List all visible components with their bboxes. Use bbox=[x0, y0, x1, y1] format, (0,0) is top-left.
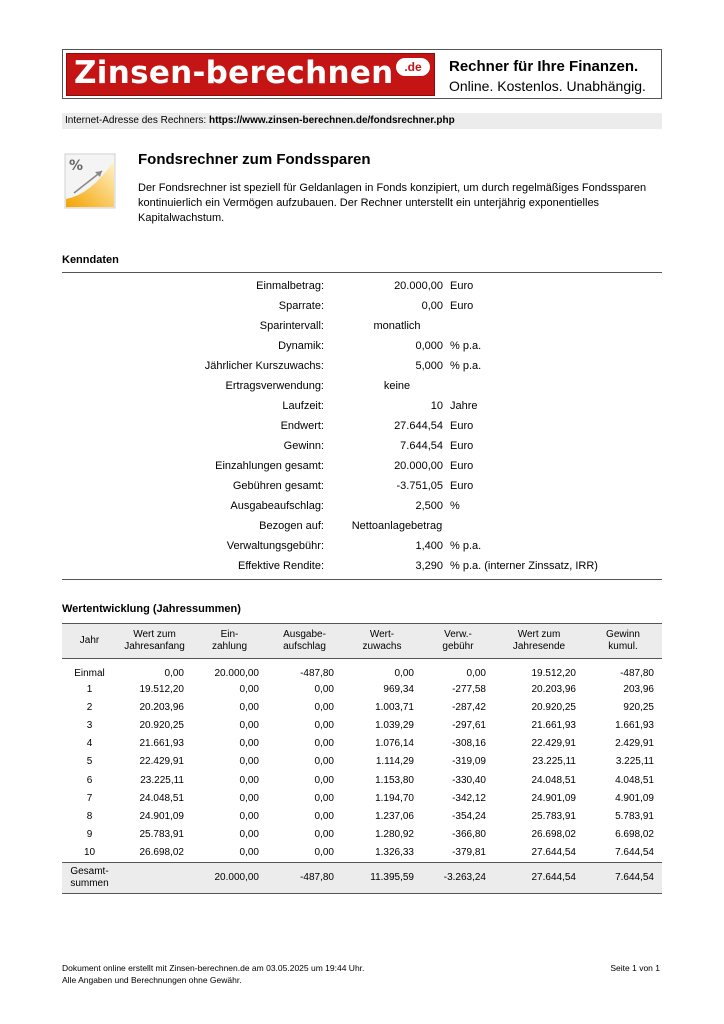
kenndaten-row bbox=[62, 280, 662, 300]
table-cell: 9 bbox=[86, 829, 93, 841]
table-cell: 20.920,25 bbox=[531, 701, 576, 713]
table-row bbox=[62, 789, 662, 807]
kenndaten-label: Jährlicher Kurszuwachs: bbox=[204, 360, 324, 372]
table-cell: Einmal bbox=[74, 667, 105, 679]
footer-created-note: Dokument online erstellt mit Zinsen-berechnen.de am 03.05.2025 um 19:44 Uhr. bbox=[62, 963, 365, 973]
table-cell: 26.698,02 bbox=[139, 847, 184, 859]
sum-cell: 27.644,54 bbox=[494, 862, 584, 893]
kenndaten-unit: % p.a. bbox=[450, 360, 482, 372]
table-cell: 0,00 bbox=[314, 847, 334, 859]
kenndaten-value: 0,000 bbox=[415, 340, 443, 352]
kenndaten-value: 5,000 bbox=[415, 360, 443, 372]
table-cell: 969,34 bbox=[383, 683, 414, 695]
tagline: Online. Kostenlos. Unabhängig. bbox=[449, 78, 646, 94]
table-cell: 23.225,11 bbox=[140, 774, 184, 786]
kenndaten-unit: Jahre bbox=[450, 400, 478, 412]
kenndaten-label: Verwaltungsgebühr: bbox=[226, 540, 324, 552]
table-cell: -354,24 bbox=[452, 810, 486, 822]
table-cell: -319,09 bbox=[452, 756, 486, 768]
table-row bbox=[62, 716, 662, 734]
table-cell: 19.512,20 bbox=[531, 667, 576, 679]
column-header-line: kumul. bbox=[608, 641, 638, 652]
sum-cell: 7.644,54 bbox=[584, 862, 662, 893]
kenndaten-label: Sparrate: bbox=[278, 300, 324, 312]
kenndaten-value: Nettoanlagebetrag bbox=[351, 520, 443, 532]
table-cell: 20.203,96 bbox=[139, 701, 184, 713]
kenndaten-value: 0,00 bbox=[421, 300, 443, 312]
table-cell: 5.783,91 bbox=[615, 810, 654, 822]
kenndaten-unit: % bbox=[450, 500, 460, 512]
table-cell: -297,61 bbox=[452, 719, 486, 731]
kenndaten-value: 10 bbox=[430, 400, 443, 412]
kenndaten-top-rule bbox=[62, 272, 662, 273]
kenndaten-row bbox=[62, 420, 662, 440]
column-header-line: Wert zum bbox=[133, 629, 176, 640]
column-header bbox=[342, 624, 422, 659]
kenndaten-row bbox=[62, 500, 662, 520]
table-cell: 0,00 bbox=[314, 683, 334, 695]
kenndaten-value: monatlich bbox=[373, 320, 421, 332]
sum-cell: -3.263,24 bbox=[422, 862, 494, 893]
sum-cell bbox=[117, 862, 192, 893]
column-header-line: Verw.- bbox=[444, 629, 472, 640]
page-description: Der Fondsrechner ist speziell für Geldanlagen in Fonds konzipiert, um durch regelmäßiges Fondssparen kontinuierlich ein Vermögen aufzubauen. Der Rechner unterstellt ein unterjährig exponentielles Kapitalwachstum. bbox=[138, 182, 647, 224]
footer-disclaimer: Alle Angaben und Berechnungen ohne Gewähr. bbox=[62, 975, 242, 985]
kenndaten-row bbox=[62, 320, 662, 340]
table-cell: 4.901,09 bbox=[615, 792, 654, 804]
kenndaten-bottom-rule bbox=[62, 579, 662, 580]
kenndaten-row bbox=[62, 560, 662, 580]
table-cell: 24.901,09 bbox=[531, 792, 576, 804]
table-cell: 24.048,51 bbox=[531, 774, 576, 786]
tagline-bold: Rechner für Ihre Finanzen. bbox=[449, 58, 639, 75]
table-cell: 0,00 bbox=[314, 738, 334, 750]
kenndaten-label: Effektive Rendite: bbox=[237, 560, 324, 572]
table-cell: 20.203,96 bbox=[531, 683, 576, 695]
table-cell: 0,00 bbox=[239, 701, 259, 713]
table-row bbox=[62, 844, 662, 863]
kenndaten-row bbox=[62, 460, 662, 480]
table-row bbox=[62, 659, 662, 681]
table-cell: 0,00 bbox=[314, 774, 334, 786]
table-cell: -277,58 bbox=[452, 683, 486, 695]
table-cell: 22.429,91 bbox=[531, 738, 576, 750]
table-cell: 6 bbox=[86, 774, 93, 786]
table-cell: 1.326,33 bbox=[375, 847, 414, 859]
table-cell: 1.280,92 bbox=[375, 829, 414, 841]
table-row bbox=[62, 698, 662, 716]
table-cell: 21.661,93 bbox=[139, 738, 184, 750]
kenndaten-value: 20.000,00 bbox=[394, 460, 443, 472]
table-cell: -379,81 bbox=[452, 847, 486, 859]
table-cell: 0,00 bbox=[314, 792, 334, 804]
sum-cell: 20.000,00 bbox=[192, 862, 267, 893]
kenndaten-row bbox=[62, 380, 662, 400]
kenndaten-unit: % p.a. bbox=[450, 540, 482, 552]
logo-text: Zinsen-berechnen bbox=[74, 55, 394, 91]
table-cell: 2 bbox=[86, 701, 93, 713]
wertentwicklung-table bbox=[62, 623, 662, 894]
table-cell: 0,00 bbox=[466, 667, 486, 679]
table-cell: 10 bbox=[83, 847, 96, 859]
kenndaten-heading: Kenndaten bbox=[62, 254, 119, 266]
kenndaten-row bbox=[62, 340, 662, 360]
column-header bbox=[192, 624, 267, 659]
column-header bbox=[267, 624, 342, 659]
kenndaten-row bbox=[62, 360, 662, 380]
table-cell: 6.698,02 bbox=[615, 829, 654, 841]
sum-label bbox=[62, 862, 117, 893]
table-cell: 0,00 bbox=[239, 683, 259, 695]
table-cell: 0,00 bbox=[239, 774, 259, 786]
kenndaten-label: Bezogen auf: bbox=[259, 520, 324, 532]
site-header bbox=[62, 49, 662, 99]
url-label: Internet-Adresse des Rechners: bbox=[65, 115, 209, 126]
table-cell: 2.429,91 bbox=[615, 738, 654, 750]
table-cell: 1.039,29 bbox=[375, 719, 414, 731]
table-row bbox=[62, 680, 662, 698]
sum-cell: 11.395,59 bbox=[342, 862, 422, 893]
kenndaten-unit: % p.a. (interner Zinssatz, IRR) bbox=[450, 560, 598, 572]
kenndaten-label: Endwert: bbox=[280, 420, 324, 432]
table-row bbox=[62, 826, 662, 844]
kenndaten-label: Gebühren gesamt: bbox=[232, 480, 324, 492]
wertentwicklung-heading: Wertentwicklung (Jahressummen) bbox=[62, 603, 241, 615]
kenndaten-row bbox=[62, 480, 662, 500]
table-cell: -342,12 bbox=[452, 792, 486, 804]
table-row bbox=[62, 807, 662, 825]
table-cell: 1.153,80 bbox=[375, 774, 414, 786]
table-cell: 0,00 bbox=[239, 829, 259, 841]
table-cell: 920,25 bbox=[623, 701, 654, 713]
column-header-line: Wert- bbox=[369, 629, 395, 640]
table-cell: 0,00 bbox=[239, 847, 259, 859]
kenndaten-value: 2,500 bbox=[415, 500, 443, 512]
kenndaten-unit: Euro bbox=[450, 280, 474, 292]
sum-cell: -487,80 bbox=[267, 862, 342, 893]
table-cell: -287,42 bbox=[452, 701, 486, 713]
table-cell: 0,00 bbox=[239, 738, 259, 750]
table-cell: 0,00 bbox=[314, 719, 334, 731]
logo-tld-badge: .de bbox=[396, 58, 430, 76]
table-cell: 0,00 bbox=[164, 667, 184, 679]
column-header bbox=[422, 624, 494, 659]
column-header bbox=[584, 624, 662, 659]
table-cell: 1.003,71 bbox=[375, 701, 414, 713]
sum-label-line: summen bbox=[70, 877, 109, 889]
column-header bbox=[62, 624, 117, 659]
table-cell: -487,80 bbox=[620, 667, 654, 679]
column-header-line: Jahresende bbox=[512, 641, 566, 652]
table-cell: 7.644,54 bbox=[615, 847, 654, 859]
kenndaten-row bbox=[62, 520, 662, 540]
table-cell: 26.698,02 bbox=[531, 829, 576, 841]
table-cell: 7 bbox=[86, 792, 93, 804]
table-cell: 27.644,54 bbox=[531, 847, 576, 859]
table-cell: 24.048,51 bbox=[139, 792, 184, 804]
table-cell: -330,40 bbox=[452, 774, 486, 786]
svg-text:%: % bbox=[69, 158, 84, 174]
column-header-line: gebühr bbox=[442, 641, 474, 652]
table-cell: 1.076,14 bbox=[375, 738, 414, 750]
kenndaten-value: 3,290 bbox=[415, 560, 443, 572]
table-cell: 4 bbox=[86, 738, 93, 750]
kenndaten-unit: % p.a. bbox=[450, 340, 482, 352]
table-cell: 20.000,00 bbox=[214, 667, 259, 679]
kenndaten-label: Einmalbetrag: bbox=[256, 280, 324, 292]
table-cell: 1 bbox=[86, 683, 93, 695]
table-header-row bbox=[62, 624, 662, 659]
kenndaten-label: Ertragsverwendung: bbox=[225, 380, 324, 392]
table-cell: 1.114,29 bbox=[375, 756, 414, 768]
page-number: Seite 1 von 1 bbox=[610, 963, 660, 973]
table-row bbox=[62, 753, 662, 771]
kenndaten-label: Ausgabeaufschlag: bbox=[230, 500, 324, 512]
kenndaten-unit: Euro bbox=[450, 420, 474, 432]
url-link[interactable]: https://www.zinsen-berechnen.de/fondsrechner.php bbox=[208, 115, 455, 126]
table-cell: 4.048,51 bbox=[615, 774, 654, 786]
kenndaten-label: Laufzeit: bbox=[282, 400, 324, 412]
kenndaten-row bbox=[62, 440, 662, 460]
column-header-line: zuwachs bbox=[362, 641, 402, 652]
table-cell: 0,00 bbox=[314, 701, 334, 713]
table-cell: 5 bbox=[86, 756, 93, 768]
table-cell: 24.901,09 bbox=[139, 810, 184, 822]
kenndaten-value: keine bbox=[383, 380, 411, 392]
table-row bbox=[62, 735, 662, 753]
column-header-line: Ausgabe- bbox=[283, 629, 326, 640]
table-cell: 203,96 bbox=[623, 683, 654, 695]
table-cell: 19.512,20 bbox=[139, 683, 184, 695]
percent-growth-chart-icon bbox=[64, 153, 116, 209]
column-header bbox=[117, 624, 192, 659]
table-cell: 8 bbox=[86, 810, 93, 822]
page-title: Fondsrechner zum Fondssparen bbox=[138, 151, 371, 168]
kenndaten-label: Einzahlungen gesamt: bbox=[215, 460, 324, 472]
table-cell: 1.237,06 bbox=[375, 810, 414, 822]
table-cell: 25.783,91 bbox=[531, 810, 576, 822]
table-cell: 21.661,93 bbox=[531, 719, 576, 731]
table-cell: 0,00 bbox=[239, 719, 259, 731]
table-cell: 0,00 bbox=[394, 667, 414, 679]
table-cell: 1.661,93 bbox=[615, 719, 654, 731]
calculator-url-bar bbox=[62, 113, 662, 129]
kenndaten-row bbox=[62, 300, 662, 320]
kenndaten-label: Gewinn: bbox=[283, 440, 324, 452]
table-row bbox=[62, 771, 662, 789]
column-header-line: Gewinn bbox=[606, 629, 640, 640]
table-cell: 1.194,70 bbox=[375, 792, 414, 804]
kenndaten-unit: Euro bbox=[450, 440, 474, 452]
sum-label-line: Gesamt- bbox=[70, 865, 109, 877]
sum-row bbox=[62, 862, 662, 893]
table-cell: 0,00 bbox=[239, 792, 259, 804]
kenndaten-unit: Euro bbox=[450, 460, 474, 472]
kenndaten-row bbox=[62, 540, 662, 560]
column-header-line: aufschlag bbox=[283, 641, 326, 652]
column-header-line: zahlung bbox=[211, 641, 248, 652]
kenndaten-label: Sparintervall: bbox=[259, 320, 324, 332]
table-cell: 23.225,11 bbox=[532, 756, 576, 768]
table-cell: -487,80 bbox=[300, 667, 334, 679]
column-header-line: Jahr bbox=[79, 635, 100, 646]
table-cell: 22.429,91 bbox=[139, 756, 184, 768]
column-header-line: Ein- bbox=[220, 629, 239, 640]
table-cell: 25.783,91 bbox=[139, 829, 184, 841]
kenndaten-unit: Euro bbox=[450, 300, 474, 312]
table-cell: -308,16 bbox=[452, 738, 486, 750]
kenndaten-row bbox=[62, 400, 662, 420]
kenndaten-value: 27.644,54 bbox=[394, 420, 443, 432]
table-cell: 0,00 bbox=[314, 756, 334, 768]
column-header bbox=[494, 624, 584, 659]
table-cell: -366,80 bbox=[452, 829, 486, 841]
table-cell: 0,00 bbox=[239, 810, 259, 822]
table-cell: 0,00 bbox=[314, 810, 334, 822]
kenndaten-value: 1,400 bbox=[415, 540, 443, 552]
kenndaten-unit: Euro bbox=[450, 480, 474, 492]
table-cell: 0,00 bbox=[239, 756, 259, 768]
table-cell: 3.225,11 bbox=[615, 756, 654, 768]
kenndaten-value: -3.751,05 bbox=[396, 480, 443, 492]
kenndaten-value: 7.644,54 bbox=[400, 440, 443, 452]
kenndaten-value: 20.000,00 bbox=[394, 280, 443, 292]
site-logo[interactable] bbox=[66, 53, 435, 96]
kenndaten-label: Dynamik: bbox=[278, 340, 324, 352]
column-header-line: Jahresanfang bbox=[124, 641, 185, 652]
table-cell: 3 bbox=[86, 719, 93, 731]
table-cell: 0,00 bbox=[314, 829, 334, 841]
column-header-line: Wert zum bbox=[517, 629, 561, 640]
table-cell: 20.920,25 bbox=[139, 719, 184, 731]
